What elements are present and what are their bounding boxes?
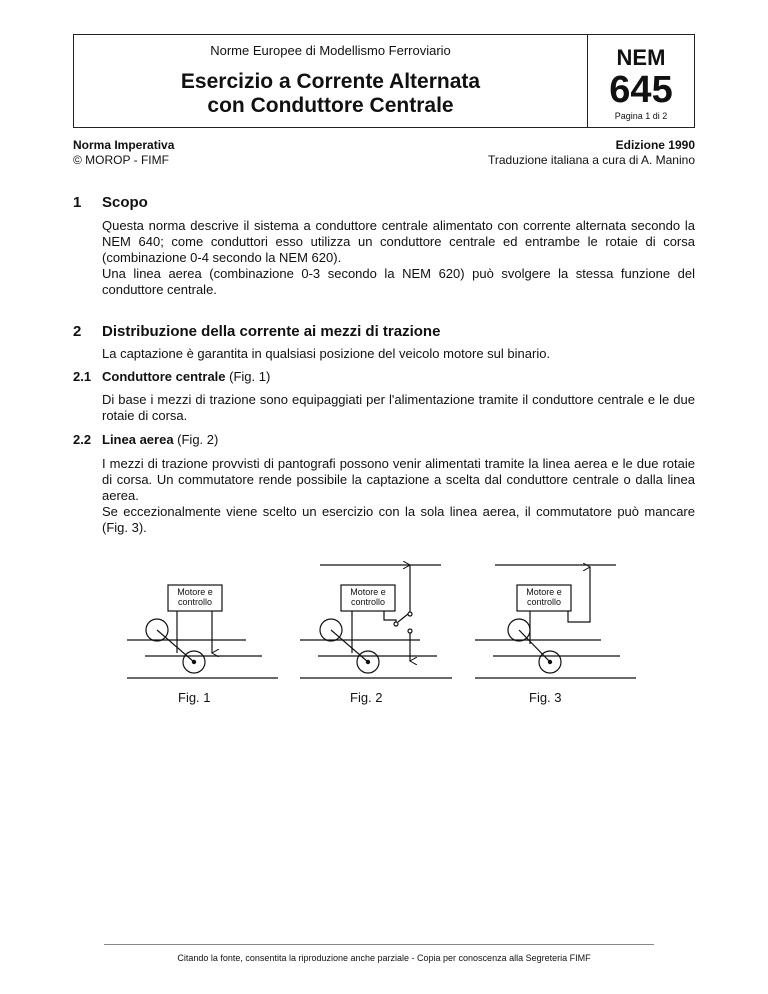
fig1-motor-label-line2: controllo	[177, 597, 213, 607]
title-line-1: Esercizio a Corrente Alternata	[180, 70, 481, 93]
fig3-wheel-link	[519, 630, 550, 662]
fig3-motor-label-line2: controllo	[526, 597, 562, 607]
fig1-motor-label-line1: Motore e	[177, 587, 213, 597]
fig1-caption: Fig. 1	[178, 690, 211, 705]
fig2-wheel-link	[331, 630, 368, 662]
fig2-motor-label-line1: Motore e	[350, 587, 386, 597]
nem-label: NEM	[616, 45, 666, 70]
footer-divider	[104, 944, 654, 945]
figure-3-drawing	[475, 565, 636, 678]
section-1-title: Scopo	[102, 194, 148, 211]
fig2-switch-contact-lower	[408, 629, 412, 633]
fig3-motor-label-line1: Motore e	[526, 587, 562, 597]
section-2-1-figure-ref: (Fig. 1)	[225, 369, 271, 384]
title-line-2: con Conduttore Centrale	[207, 94, 454, 117]
fig2-motor-label	[341, 587, 395, 607]
edition: Edizione 1990	[615, 138, 695, 152]
translation-credit: Traduzione italiana a cura di A. Manino	[487, 153, 695, 167]
section-2-2-paragraph-2: Se eccezionalmente viene scelto un esercizio con la sola linea aerea, il commutatore può mancare (Fig. 3).	[102, 504, 695, 535]
fig2-switch-blade	[398, 614, 408, 622]
section-2-2-number: 2.2	[73, 432, 92, 447]
fig3-motor-label	[517, 587, 571, 607]
figure-2-drawing	[300, 565, 452, 678]
section-2-1-number: 2.1	[73, 369, 92, 384]
nem-number: 645	[609, 69, 673, 111]
section-2-title: Distribuzione della corrente ai mezzi di trazione	[102, 323, 441, 340]
copyright: © MOROP - FIMF	[73, 153, 169, 167]
section-1-paragraph-1: Questa norma descrive il sistema a conduttore centrale alimentato con corrente alternata secondo la NEM 640; come conduttori esso utilizza un conduttore centrale ed entrambe le rotaie di corsa (combinazione 0-4 secondo la NEM 620).	[102, 218, 695, 265]
fig3-caption: Fig. 3	[529, 690, 562, 705]
fig2-motor-label-line2: controllo	[350, 597, 386, 607]
section-2-2-figure-ref: (Fig. 2)	[173, 432, 219, 447]
fig1-motor-label	[168, 587, 222, 607]
footer-notice: Citando la fonte, consentita la riproduzione anche parziale - Copia per conoscenza alla Segreteria FIMF	[177, 953, 591, 963]
section-2-2-title: Linea aerea	[102, 432, 174, 447]
fig2-switch-pivot	[394, 622, 398, 626]
fig2-switch-contact-upper	[408, 612, 412, 616]
section-2-1-title: Conduttore centrale	[102, 369, 226, 384]
fig2-wire-to-switch	[384, 611, 396, 622]
section-1-paragraph-2: Una linea aerea (combinazione 0-3 secondo la NEM 620) può svolgere la stessa funzione del conduttore centrale.	[102, 266, 695, 297]
fig2-caption: Fig. 2	[350, 690, 383, 705]
page-number: Pagina 1 di 2	[614, 111, 668, 121]
norm-status: Norma Imperativa	[73, 138, 175, 152]
section-1-number: 1	[73, 194, 82, 211]
section-2-paragraph-1: La captazione è garantita in qualsiasi posizione del veicolo motore sul binario.	[102, 346, 551, 361]
section-2-2-paragraph-1: I mezzi di trazione provvisti di pantografi possono venir alimentati tramite la linea aerea e le due rotaie di corsa. Un commutatore rende possibile la captazione a scelta dal conduttore centrale o dalla linea aerea.	[102, 456, 695, 503]
section-2-1-paragraph-1: Di base i mezzi di trazione sono equipaggiati per l'alimentazione tramite il conduttore centrale e le due rotaie di corsa.	[102, 392, 695, 423]
header-subtitle: Norme Europee di Modellismo Ferroviario	[210, 43, 451, 58]
section-2-number: 2	[73, 323, 82, 340]
fig1-wheel-link	[157, 630, 194, 662]
